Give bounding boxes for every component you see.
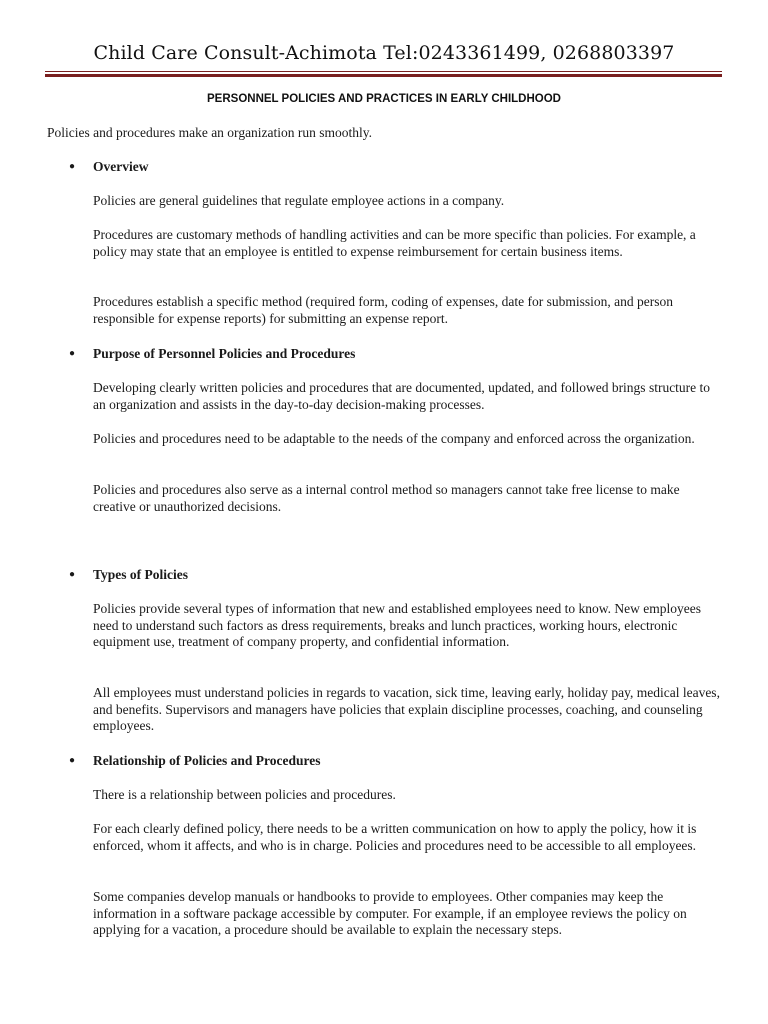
paragraph: Procedures establish a specific method (required form, coding of expenses, date for submission, and person responsible for expense reports) for submitting an expense report.: [93, 294, 673, 326]
section-heading-purpose: Purpose of Personnel Policies and Procedures: [93, 346, 356, 361]
document-title: PERSONNEL POLICIES AND PRACTICES IN EARLY CHILDHOOD: [207, 93, 561, 105]
paragraph: For each clearly defined policy, there needs to be a written communication on how to apply the policy, how it is enforced, whom it affects, and who is in charge. Policies and procedures need to be accessible to all employees.: [93, 821, 697, 853]
header-rule-thick: [45, 74, 722, 77]
bullet-icon: ●: [69, 161, 76, 172]
paragraph: Policies provide several types of information that new and established employees need to know. New employees need to understand such factors as dress requirements, breaks and lunch practices, working hours, electronic equipment use, treatment of company property, and confidential information.: [93, 601, 701, 649]
header-rule-thin: [45, 71, 722, 72]
paragraph: Policies and procedures also serve as a internal control method so managers cannot take free license to make creative or unauthorized decisions.: [93, 482, 680, 514]
intro-paragraph: Policies and procedures make an organization run smoothly.: [47, 125, 373, 140]
paragraph: Procedures are customary methods of handling activities and can be more specific than policies. For example, a policy may state that an employee is entitled to expense reimbursement for certain business items.: [93, 227, 696, 259]
paragraph: Developing clearly written policies and procedures that are documented, updated, and followed brings structure to an organization and assists in the day-to-day decision-making processes.: [93, 380, 711, 412]
paragraph: Policies are general guidelines that regulate employee actions in a company.: [93, 193, 505, 208]
bullet-icon: ●: [69, 569, 76, 580]
section-heading-overview: Overview: [93, 159, 149, 174]
paragraph: Policies and procedures need to be adaptable to the needs of the company and enforced across the organization.: [93, 431, 695, 446]
page-header: Child Care Consult-Achimota Tel:0243361499, 0268803397: [93, 42, 675, 64]
paragraph: Some companies develop manuals or handbooks to provide to employees. Other companies may keep the information in a software package accessible by computer. For example, if an employee reviews the policy on applying for a vacation, a procedure should be available to explain the necessary steps.: [93, 889, 687, 937]
paragraph: All employees must understand policies in regards to vacation, sick time, leaving early, holiday pay, medical leaves, and benefits. Supervisors and managers have policies that explain discipline processes, coaching, and counseling employees.: [93, 685, 720, 733]
section-heading-types: Types of Policies: [93, 567, 188, 582]
bullet-icon: ●: [69, 755, 76, 766]
bullet-icon: ●: [69, 348, 76, 359]
section-heading-relationship: Relationship of Policies and Procedures: [93, 753, 321, 768]
paragraph: There is a relationship between policies and procedures.: [93, 787, 396, 802]
